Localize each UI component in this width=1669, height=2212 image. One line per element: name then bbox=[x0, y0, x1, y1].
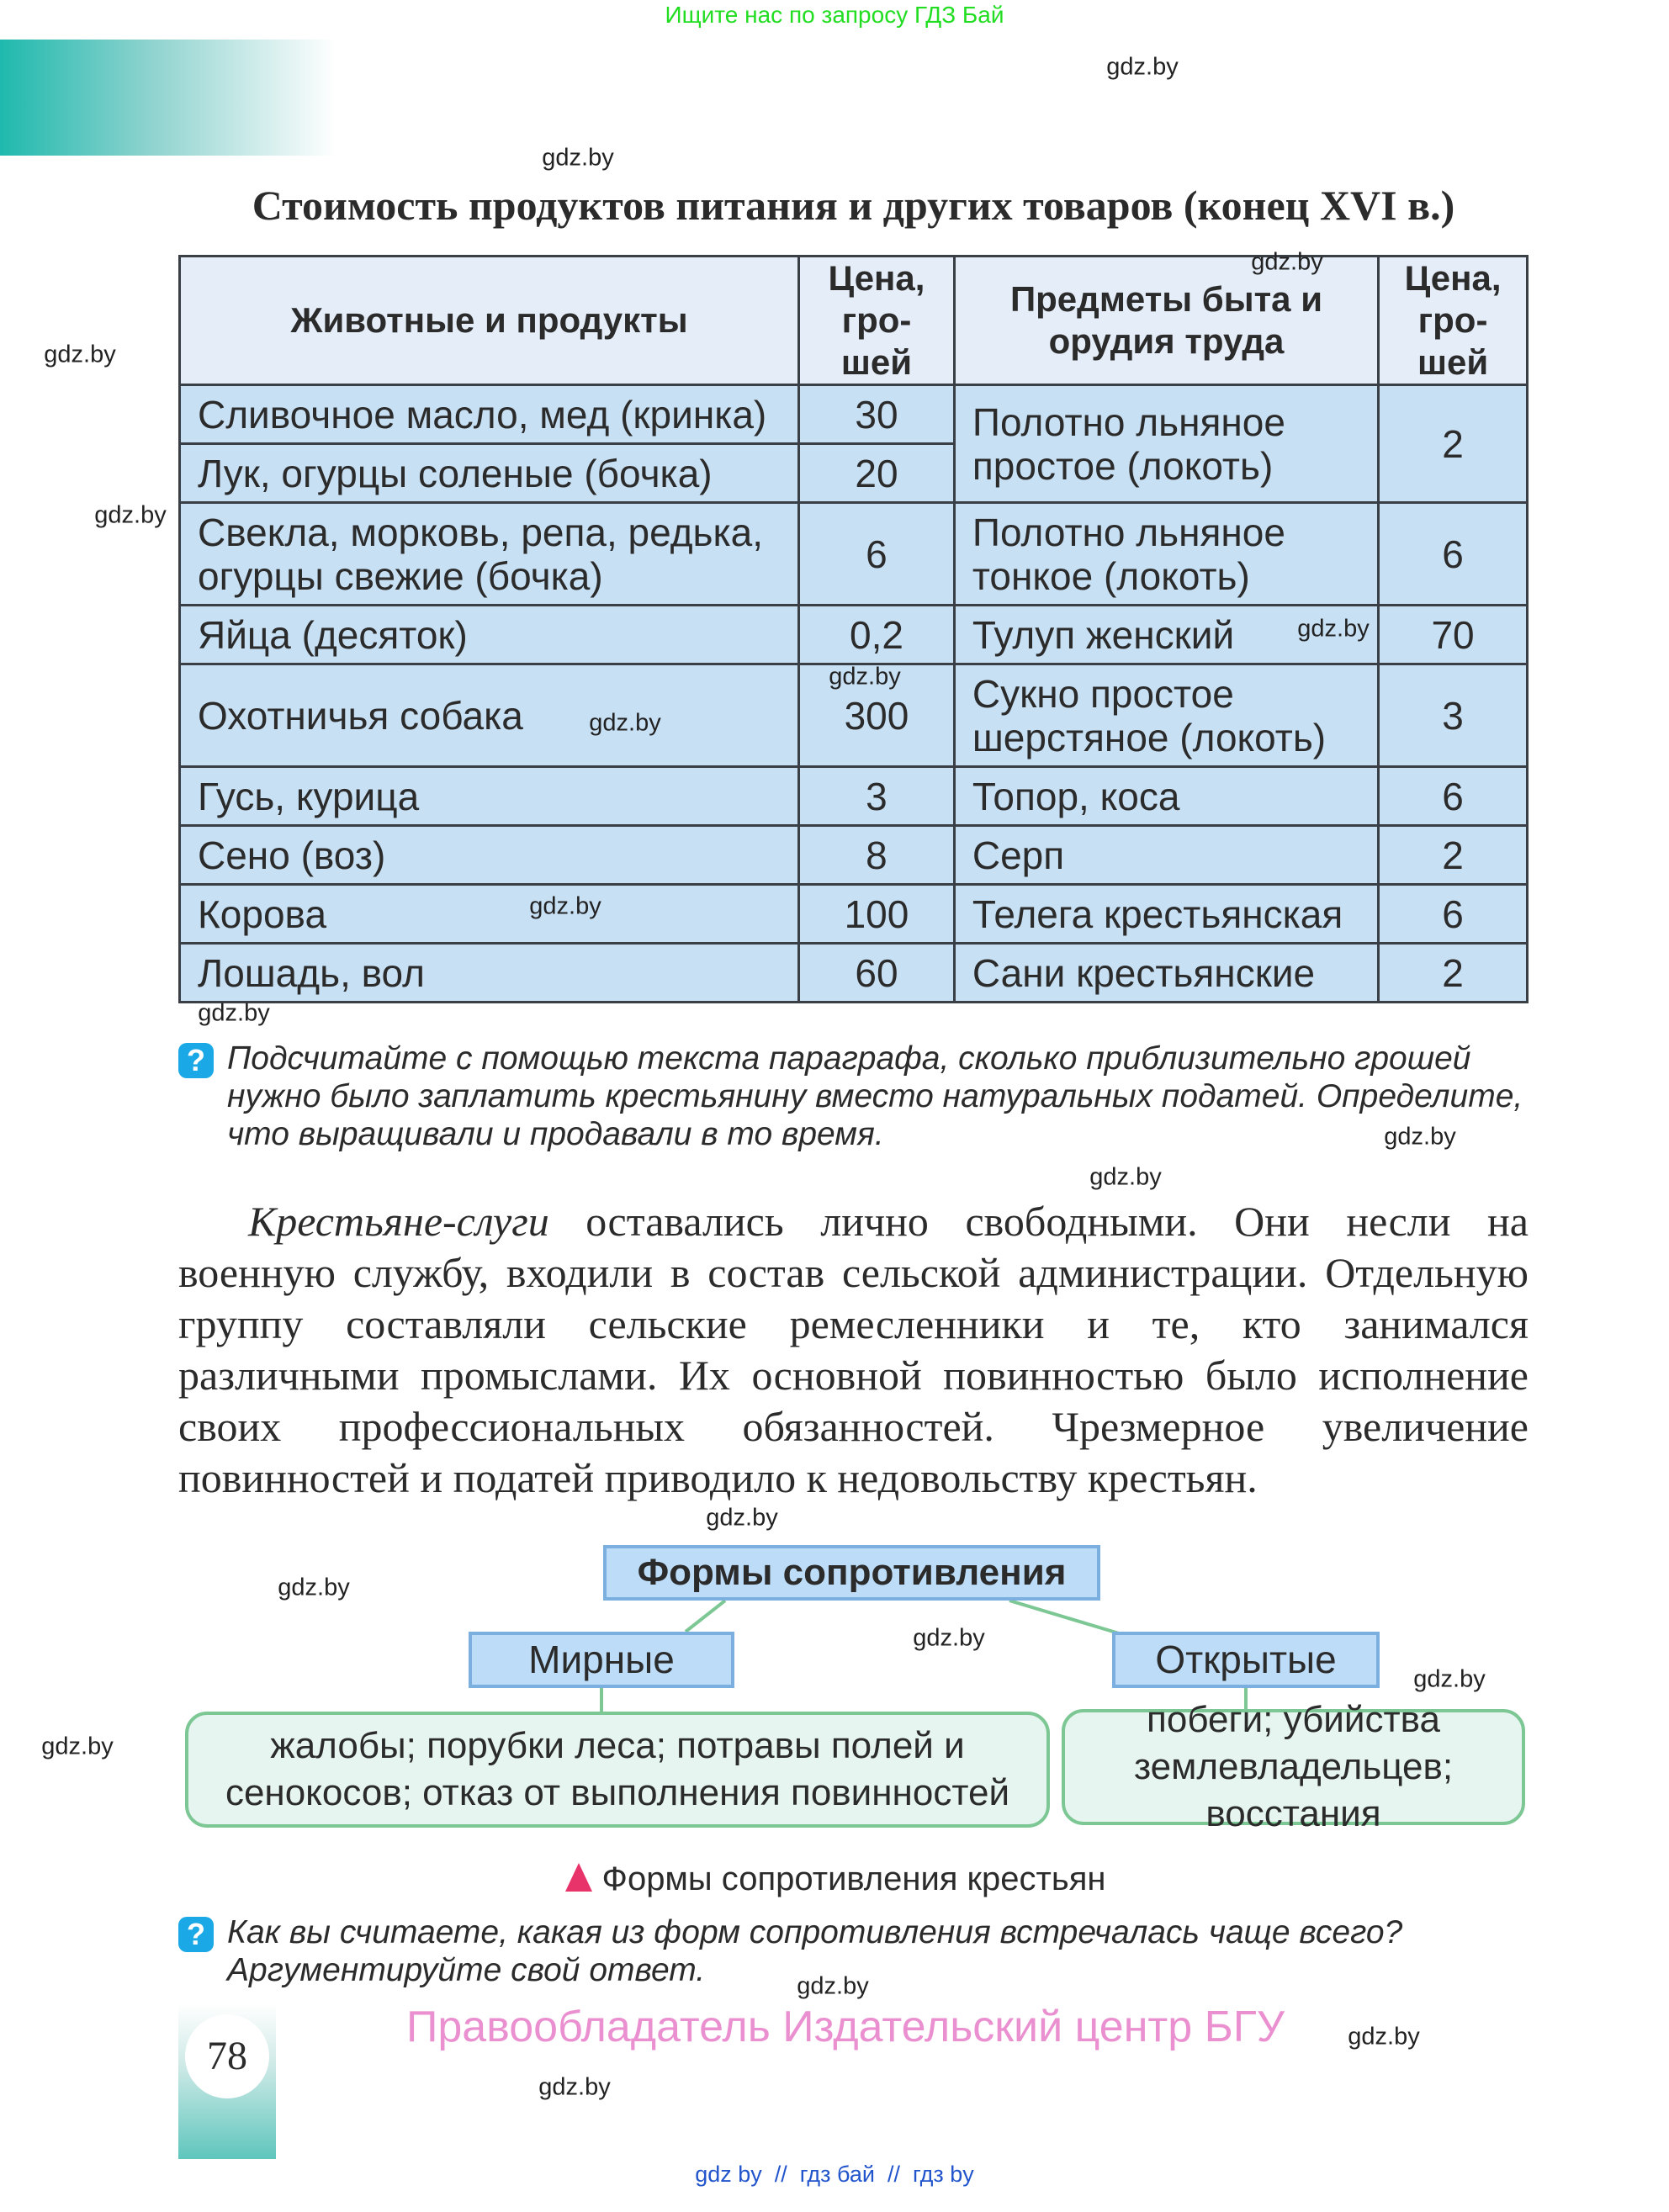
header-price: Цена, гро-шей bbox=[799, 257, 955, 385]
question-icon: ? bbox=[178, 1043, 214, 1078]
paragraph-text: оставались лично свободными. Они несли на военную службу, входили в состав сельской администрации. Отдельную группу составляли сельские ремесленники и те, кто занимался различными промыслами. Их основной повинностью было исполнение своих профессиональных обязанностей. Чрезмерное увеличение повинностей и податей приводило к недовольству крестьян. bbox=[178, 1198, 1529, 1501]
price-cell: 6 bbox=[799, 503, 955, 606]
caption-text: Формы сопротивления крестьян bbox=[601, 1860, 1106, 1897]
item-cell: Лошадь, вол bbox=[180, 944, 799, 1003]
price-cell: 6 bbox=[1379, 885, 1528, 944]
item-cell: Сани крестьянские bbox=[954, 944, 1378, 1003]
price-cell: 60 bbox=[799, 944, 955, 1003]
price-cell: 20 bbox=[799, 444, 955, 503]
question-2-text: Как вы считаете, какая из форм сопротивления встречалась чаще всего? Аргументируйте свой ответ. bbox=[227, 1914, 1403, 1988]
gdz-watermark: gdz.by bbox=[1251, 248, 1323, 276]
price-cell: 100 bbox=[799, 885, 955, 944]
price-cell: 3 bbox=[1379, 664, 1528, 767]
price-cell: 2 bbox=[1379, 944, 1528, 1003]
open-description-text: побеги; убийства землевладельцев; восстания bbox=[1133, 1699, 1454, 1834]
gdz-watermark: gdz.by bbox=[1089, 1163, 1162, 1191]
price-cell: 6 bbox=[1379, 767, 1528, 826]
diagram-caption bbox=[0, 1860, 1669, 1898]
gdz-watermark: gdz.by bbox=[542, 144, 614, 172]
item-cell: Лук, огурцы соленые (бочка) bbox=[180, 444, 799, 503]
open-description bbox=[1062, 1699, 1525, 1834]
term: Крестьяне-слуги bbox=[248, 1198, 549, 1245]
gdz-watermark: gdz.by bbox=[1106, 53, 1179, 81]
diagram-peaceful: Мирные bbox=[469, 1632, 734, 1688]
item-cell: Тулуп женский bbox=[954, 606, 1378, 664]
peaceful-description-text: жалобы; порубки леса; потравы полей и сенокосов; отказ от выполнения повинностей bbox=[225, 1725, 1010, 1813]
price-cell: 0,2 bbox=[799, 606, 955, 664]
gdz-watermark: gdz.by bbox=[706, 1504, 778, 1532]
item-cell: Яйца (десяток) bbox=[180, 606, 799, 664]
question-1-text: Подсчитайте с помощью текста параграфа, сколько приблизительно грошей нужно было заплатить крестьянину вместо натуральных податей. Определите, что выращивали и продавали в то время. bbox=[227, 1040, 1523, 1152]
gdz-watermark: gdz.by bbox=[1384, 1123, 1456, 1151]
top-note: Ищите нас по запросу ГДЗ Бай bbox=[665, 2, 1004, 28]
triangle-icon bbox=[564, 1861, 594, 1893]
diagram-open: Открытые bbox=[1112, 1632, 1380, 1688]
connector-line bbox=[686, 1601, 725, 1632]
gdz-watermark: gdz.by bbox=[198, 999, 270, 1027]
peaceful-description bbox=[185, 1712, 1050, 1828]
connector-line bbox=[1009, 1601, 1119, 1633]
gdz-watermark: gdz.by bbox=[829, 663, 901, 691]
diagram-root: Формы сопротивления bbox=[603, 1545, 1100, 1601]
item-cell: Телега крестьянская bbox=[954, 885, 1378, 944]
header-animals: Животные и продукты bbox=[180, 257, 799, 385]
item-cell: Сено (воз) bbox=[180, 826, 799, 885]
copyright-watermark: Правообладатель Издательский центр БГУ bbox=[406, 2003, 1285, 2051]
gdz-watermark: gdz.by bbox=[589, 709, 661, 737]
gdz-watermark: gdz.by bbox=[278, 1574, 350, 1601]
page-number: 78 bbox=[185, 2014, 269, 2098]
price-cell: 70 bbox=[1379, 606, 1528, 664]
item-cell: Охотничья собака bbox=[180, 664, 799, 767]
gdz-watermark: gdz.by bbox=[1348, 2023, 1420, 2051]
header-tools: Предметы быта и орудия труда bbox=[954, 257, 1378, 385]
item-cell: Корова bbox=[180, 885, 799, 944]
question-icon: ? bbox=[178, 1917, 214, 1952]
table-title: Стоимость продуктов питания и других товаров (конец XVI в.) bbox=[252, 182, 1455, 229]
gdz-watermark: gdz.by bbox=[44, 341, 116, 368]
gdz-watermark: gdz.by bbox=[913, 1624, 985, 1652]
price-cell: 3 bbox=[799, 767, 955, 826]
item-cell: Серп bbox=[954, 826, 1378, 885]
item-cell: Полотно льняное тонкое (локоть) bbox=[954, 503, 1378, 606]
item-cell: Полотно льняное простое (локоть) bbox=[954, 385, 1378, 503]
item-cell: Гусь, курица bbox=[180, 767, 799, 826]
price-cell: 30 bbox=[799, 385, 955, 444]
price-cell: 300 bbox=[799, 664, 955, 767]
item-cell: Сукно простое шерстяное (локоть) bbox=[954, 664, 1378, 767]
gdz-watermark: gdz.by bbox=[529, 892, 601, 920]
gdz-watermark: gdz.by bbox=[41, 1733, 114, 1760]
price-cell: 2 bbox=[1379, 385, 1528, 503]
price-cell: 8 bbox=[799, 826, 955, 885]
item-cell: Свекла, морковь, репа, редька, огурцы свежие (бочка) bbox=[180, 503, 799, 606]
header-price: Цена, гро-шей bbox=[1379, 257, 1528, 385]
gdz-watermark: gdz.by bbox=[1297, 615, 1370, 643]
footer-links: gdz by // гдз бай // гдз by bbox=[695, 2162, 974, 2187]
gdz-watermark: gdz.by bbox=[797, 1972, 869, 2000]
gdz-watermark: gdz.by bbox=[538, 2073, 611, 2101]
item-cell: Топор, коса bbox=[954, 767, 1378, 826]
item-cell: Сливочное масло, мед (кринка) bbox=[180, 385, 799, 444]
gdz-watermark: gdz.by bbox=[1413, 1665, 1486, 1693]
gdz-watermark: gdz.by bbox=[94, 501, 167, 529]
price-cell: 2 bbox=[1379, 826, 1528, 885]
price-cell: 6 bbox=[1379, 503, 1528, 606]
